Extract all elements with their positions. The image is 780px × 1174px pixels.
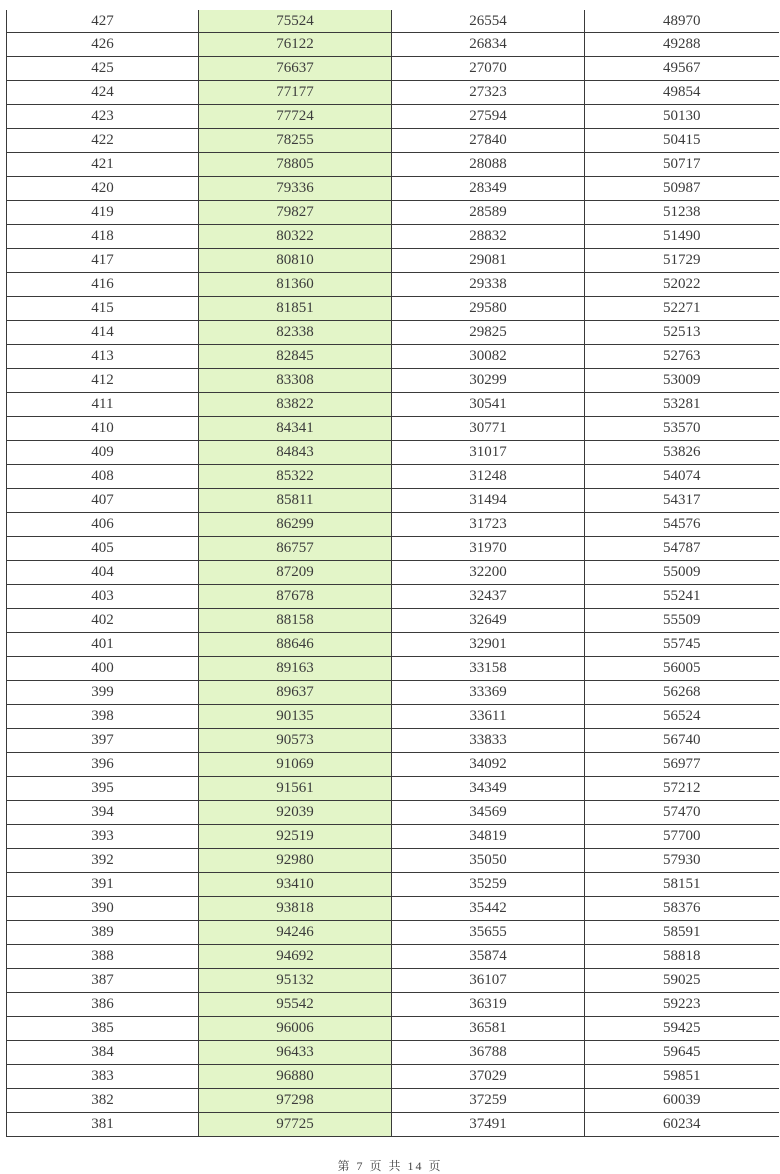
table-row bbox=[7, 1017, 779, 1041]
table-cell-col1: 385 bbox=[7, 1017, 199, 1041]
table-cell-col1: 424 bbox=[7, 81, 199, 105]
table-cell-col2: 87209 bbox=[199, 561, 392, 585]
table-row bbox=[7, 681, 779, 705]
table-cell-col1: 401 bbox=[7, 633, 199, 657]
table-cell-col4: 53826 bbox=[585, 441, 779, 465]
page-footer: 第 7 页 共 14 页 bbox=[337, 1159, 443, 1173]
table-row bbox=[7, 705, 779, 729]
table-cell-col3: 27594 bbox=[392, 105, 585, 129]
table-cell-col4: 56977 bbox=[585, 753, 779, 777]
table-cell-col4: 50130 bbox=[585, 105, 779, 129]
table-cell-col2: 96433 bbox=[199, 1041, 392, 1065]
table-cell-col1: 410 bbox=[7, 417, 199, 441]
table-cell-col4: 59425 bbox=[585, 1017, 779, 1041]
table-cell-col3: 32437 bbox=[392, 585, 585, 609]
table-cell-col1: 426 bbox=[7, 33, 199, 57]
table-row bbox=[7, 441, 779, 465]
table-cell-col3: 26554 bbox=[392, 10, 585, 33]
table-row bbox=[7, 249, 779, 273]
table-cell-col2: 78255 bbox=[199, 129, 392, 153]
table-cell-col1: 400 bbox=[7, 657, 199, 681]
table-cell-col3: 29580 bbox=[392, 297, 585, 321]
table-cell-col1: 386 bbox=[7, 993, 199, 1017]
table-cell-col3: 33158 bbox=[392, 657, 585, 681]
score-rank-table bbox=[6, 10, 779, 1137]
table-row bbox=[7, 945, 779, 969]
table-row bbox=[7, 801, 779, 825]
table-cell-col4: 52763 bbox=[585, 345, 779, 369]
table-cell-col1: 407 bbox=[7, 489, 199, 513]
table-cell-col3: 37029 bbox=[392, 1065, 585, 1089]
table-cell-col2: 83308 bbox=[199, 369, 392, 393]
table-cell-col4: 57930 bbox=[585, 849, 779, 873]
table-cell-col1: 388 bbox=[7, 945, 199, 969]
table-cell-col3: 27070 bbox=[392, 57, 585, 81]
table-cell-col1: 403 bbox=[7, 585, 199, 609]
table-cell-col2: 84341 bbox=[199, 417, 392, 441]
table-cell-col1: 421 bbox=[7, 153, 199, 177]
table-cell-col4: 55509 bbox=[585, 609, 779, 633]
table-cell-col1: 417 bbox=[7, 249, 199, 273]
table-cell-col2: 81360 bbox=[199, 273, 392, 297]
table-cell-col4: 50717 bbox=[585, 153, 779, 177]
table-cell-col2: 88158 bbox=[199, 609, 392, 633]
table-cell-col2: 96880 bbox=[199, 1065, 392, 1089]
table-cell-col3: 31248 bbox=[392, 465, 585, 489]
table-cell-col2: 93410 bbox=[199, 873, 392, 897]
table-row bbox=[7, 393, 779, 417]
table-row bbox=[7, 849, 779, 873]
table-cell-col1: 392 bbox=[7, 849, 199, 873]
table-cell-col3: 37491 bbox=[392, 1113, 585, 1137]
table-cell-col2: 94692 bbox=[199, 945, 392, 969]
table-row bbox=[7, 585, 779, 609]
table-cell-col1: 419 bbox=[7, 201, 199, 225]
table-cell-col3: 30082 bbox=[392, 345, 585, 369]
table-cell-col3: 30771 bbox=[392, 417, 585, 441]
table-cell-col1: 394 bbox=[7, 801, 199, 825]
table-row bbox=[7, 1113, 779, 1137]
table-cell-col3: 28589 bbox=[392, 201, 585, 225]
table-cell-col1: 387 bbox=[7, 969, 199, 993]
table-row bbox=[7, 513, 779, 537]
table-cell-col1: 406 bbox=[7, 513, 199, 537]
table-cell-col4: 58376 bbox=[585, 897, 779, 921]
table-cell-col1: 390 bbox=[7, 897, 199, 921]
table-cell-col2: 91561 bbox=[199, 777, 392, 801]
table-cell-col4: 53009 bbox=[585, 369, 779, 393]
table-cell-col4: 53281 bbox=[585, 393, 779, 417]
table-cell-col4: 55009 bbox=[585, 561, 779, 585]
table-row bbox=[7, 345, 779, 369]
document-page bbox=[6, 10, 780, 1137]
table-cell-col1: 409 bbox=[7, 441, 199, 465]
table-cell-col3: 28088 bbox=[392, 153, 585, 177]
table-cell-col4: 57470 bbox=[585, 801, 779, 825]
table-cell-col2: 92980 bbox=[199, 849, 392, 873]
table-cell-col4: 53570 bbox=[585, 417, 779, 441]
table-cell-col3: 34349 bbox=[392, 777, 585, 801]
table-cell-col4: 54074 bbox=[585, 465, 779, 489]
table-cell-col4: 52022 bbox=[585, 273, 779, 297]
table-cell-col3: 36581 bbox=[392, 1017, 585, 1041]
table-cell-col3: 35874 bbox=[392, 945, 585, 969]
table-cell-col4: 59223 bbox=[585, 993, 779, 1017]
table-cell-col3: 32649 bbox=[392, 609, 585, 633]
table-cell-col1: 382 bbox=[7, 1089, 199, 1113]
table-cell-col1: 381 bbox=[7, 1113, 199, 1137]
table-cell-col3: 33611 bbox=[392, 705, 585, 729]
table-cell-col4: 54787 bbox=[585, 537, 779, 561]
table-cell-col3: 28832 bbox=[392, 225, 585, 249]
table-row bbox=[7, 921, 779, 945]
table-cell-col2: 83822 bbox=[199, 393, 392, 417]
table-cell-col4: 49567 bbox=[585, 57, 779, 81]
table-cell-col2: 80322 bbox=[199, 225, 392, 249]
table-cell-col1: 423 bbox=[7, 105, 199, 129]
table-cell-col2: 91069 bbox=[199, 753, 392, 777]
table-cell-col2: 87678 bbox=[199, 585, 392, 609]
table-cell-col3: 31970 bbox=[392, 537, 585, 561]
table-row bbox=[7, 633, 779, 657]
table-cell-col4: 60039 bbox=[585, 1089, 779, 1113]
table-cell-col3: 33833 bbox=[392, 729, 585, 753]
table-cell-col4: 59025 bbox=[585, 969, 779, 993]
table-cell-col4: 56524 bbox=[585, 705, 779, 729]
table-cell-col1: 389 bbox=[7, 921, 199, 945]
table-cell-col3: 34092 bbox=[392, 753, 585, 777]
table-row bbox=[7, 753, 779, 777]
table-cell-col4: 51238 bbox=[585, 201, 779, 225]
table-cell-col2: 76637 bbox=[199, 57, 392, 81]
table-row bbox=[7, 657, 779, 681]
table-cell-col4: 58151 bbox=[585, 873, 779, 897]
table-row bbox=[7, 1089, 779, 1113]
table-cell-col3: 29825 bbox=[392, 321, 585, 345]
table-row bbox=[7, 129, 779, 153]
table-cell-col4: 55745 bbox=[585, 633, 779, 657]
table-cell-col2: 92519 bbox=[199, 825, 392, 849]
table-cell-col2: 94246 bbox=[199, 921, 392, 945]
table-cell-col4: 56740 bbox=[585, 729, 779, 753]
table-cell-col2: 85811 bbox=[199, 489, 392, 513]
table-cell-col3: 27323 bbox=[392, 81, 585, 105]
table-cell-col3: 31017 bbox=[392, 441, 585, 465]
table-cell-col2: 84843 bbox=[199, 441, 392, 465]
table-cell-col3: 36107 bbox=[392, 969, 585, 993]
table-row bbox=[7, 969, 779, 993]
table-cell-col2: 86299 bbox=[199, 513, 392, 537]
table-cell-col1: 422 bbox=[7, 129, 199, 153]
table-row bbox=[7, 177, 779, 201]
table-cell-col1: 383 bbox=[7, 1065, 199, 1089]
table-cell-col3: 31723 bbox=[392, 513, 585, 537]
table-cell-col1: 402 bbox=[7, 609, 199, 633]
table-cell-col1: 412 bbox=[7, 369, 199, 393]
table-cell-col3: 35442 bbox=[392, 897, 585, 921]
table-cell-col4: 55241 bbox=[585, 585, 779, 609]
table-cell-col3: 33369 bbox=[392, 681, 585, 705]
table-cell-col3: 36319 bbox=[392, 993, 585, 1017]
table-cell-col2: 78805 bbox=[199, 153, 392, 177]
table-cell-col1: 415 bbox=[7, 297, 199, 321]
table-cell-col1: 399 bbox=[7, 681, 199, 705]
table-cell-col2: 77724 bbox=[199, 105, 392, 129]
table-cell-col4: 52513 bbox=[585, 321, 779, 345]
table-cell-col3: 29338 bbox=[392, 273, 585, 297]
table-row bbox=[7, 81, 779, 105]
table-cell-col3: 31494 bbox=[392, 489, 585, 513]
table-cell-col1: 420 bbox=[7, 177, 199, 201]
table-cell-col2: 82845 bbox=[199, 345, 392, 369]
table-row bbox=[7, 489, 779, 513]
table-cell-col2: 95542 bbox=[199, 993, 392, 1017]
table-row bbox=[7, 897, 779, 921]
table-cell-col3: 28349 bbox=[392, 177, 585, 201]
table-cell-col1: 414 bbox=[7, 321, 199, 345]
table-cell-col3: 34569 bbox=[392, 801, 585, 825]
table-cell-col4: 49288 bbox=[585, 33, 779, 57]
table-cell-col3: 26834 bbox=[392, 33, 585, 57]
table-cell-col1: 395 bbox=[7, 777, 199, 801]
table-cell-col4: 52271 bbox=[585, 297, 779, 321]
table-row bbox=[7, 10, 779, 33]
table-cell-col2: 79336 bbox=[199, 177, 392, 201]
table-cell-col2: 82338 bbox=[199, 321, 392, 345]
table-cell-col2: 97725 bbox=[199, 1113, 392, 1137]
table-cell-col4: 56268 bbox=[585, 681, 779, 705]
table-cell-col1: 411 bbox=[7, 393, 199, 417]
table-cell-col2: 89163 bbox=[199, 657, 392, 681]
table-cell-col1: 405 bbox=[7, 537, 199, 561]
table-row bbox=[7, 609, 779, 633]
table-row bbox=[7, 777, 779, 801]
table-cell-col3: 30299 bbox=[392, 369, 585, 393]
table-cell-col2: 89637 bbox=[199, 681, 392, 705]
table-cell-col2: 92039 bbox=[199, 801, 392, 825]
table-row bbox=[7, 105, 779, 129]
table-row bbox=[7, 1041, 779, 1065]
table-cell-col2: 81851 bbox=[199, 297, 392, 321]
table-cell-col1: 398 bbox=[7, 705, 199, 729]
table-cell-col2: 86757 bbox=[199, 537, 392, 561]
table-row bbox=[7, 153, 779, 177]
table-cell-col4: 51729 bbox=[585, 249, 779, 273]
table-cell-col4: 60234 bbox=[585, 1113, 779, 1137]
table-row bbox=[7, 729, 779, 753]
table-cell-col1: 397 bbox=[7, 729, 199, 753]
table-cell-col1: 393 bbox=[7, 825, 199, 849]
table-cell-col2: 80810 bbox=[199, 249, 392, 273]
table-cell-col3: 30541 bbox=[392, 393, 585, 417]
table-cell-col4: 57212 bbox=[585, 777, 779, 801]
table-cell-col4: 54317 bbox=[585, 489, 779, 513]
table-cell-col3: 35655 bbox=[392, 921, 585, 945]
table-cell-col4: 58591 bbox=[585, 921, 779, 945]
table-cell-col2: 75524 bbox=[199, 10, 392, 33]
table-cell-col4: 51490 bbox=[585, 225, 779, 249]
table-cell-col2: 95132 bbox=[199, 969, 392, 993]
table-cell-col4: 56005 bbox=[585, 657, 779, 681]
table-cell-col1: 413 bbox=[7, 345, 199, 369]
table-row bbox=[7, 561, 779, 585]
table-cell-col1: 425 bbox=[7, 57, 199, 81]
table-cell-col2: 93818 bbox=[199, 897, 392, 921]
table-row bbox=[7, 993, 779, 1017]
table-row bbox=[7, 225, 779, 249]
table-cell-col3: 27840 bbox=[392, 129, 585, 153]
table-cell-col1: 418 bbox=[7, 225, 199, 249]
table-cell-col2: 77177 bbox=[199, 81, 392, 105]
table-row bbox=[7, 369, 779, 393]
table-cell-col1: 404 bbox=[7, 561, 199, 585]
table-row bbox=[7, 1065, 779, 1089]
table-cell-col4: 50987 bbox=[585, 177, 779, 201]
table-cell-col1: 416 bbox=[7, 273, 199, 297]
table-cell-col3: 29081 bbox=[392, 249, 585, 273]
table-cell-col2: 96006 bbox=[199, 1017, 392, 1041]
table-row bbox=[7, 33, 779, 57]
table-cell-col2: 88646 bbox=[199, 633, 392, 657]
table-row bbox=[7, 57, 779, 81]
table-cell-col4: 59851 bbox=[585, 1065, 779, 1089]
table-cell-col1: 384 bbox=[7, 1041, 199, 1065]
table-row bbox=[7, 537, 779, 561]
table-cell-col3: 34819 bbox=[392, 825, 585, 849]
table-cell-col2: 90573 bbox=[199, 729, 392, 753]
table-row bbox=[7, 825, 779, 849]
table-cell-col3: 32200 bbox=[392, 561, 585, 585]
table-cell-col4: 57700 bbox=[585, 825, 779, 849]
table-cell-col2: 79827 bbox=[199, 201, 392, 225]
table-cell-col1: 396 bbox=[7, 753, 199, 777]
table-row bbox=[7, 417, 779, 441]
table-cell-col4: 54576 bbox=[585, 513, 779, 537]
table-row bbox=[7, 201, 779, 225]
table-cell-col2: 90135 bbox=[199, 705, 392, 729]
table-row bbox=[7, 321, 779, 345]
table-cell-col1: 408 bbox=[7, 465, 199, 489]
table-body bbox=[7, 10, 779, 1137]
table-cell-col4: 59645 bbox=[585, 1041, 779, 1065]
table-cell-col3: 32901 bbox=[392, 633, 585, 657]
table-cell-col3: 37259 bbox=[392, 1089, 585, 1113]
table-cell-col4: 49854 bbox=[585, 81, 779, 105]
table-row bbox=[7, 465, 779, 489]
table-row bbox=[7, 873, 779, 897]
table-row bbox=[7, 297, 779, 321]
table-cell-col1: 427 bbox=[7, 10, 199, 33]
table-cell-col3: 35050 bbox=[392, 849, 585, 873]
table-cell-col2: 85322 bbox=[199, 465, 392, 489]
table-cell-col1: 391 bbox=[7, 873, 199, 897]
table-cell-col2: 76122 bbox=[199, 33, 392, 57]
table-cell-col3: 35259 bbox=[392, 873, 585, 897]
table-cell-col4: 48970 bbox=[585, 10, 779, 33]
table-cell-col4: 50415 bbox=[585, 129, 779, 153]
table-cell-col4: 58818 bbox=[585, 945, 779, 969]
table-row bbox=[7, 273, 779, 297]
table-cell-col3: 36788 bbox=[392, 1041, 585, 1065]
table-cell-col2: 97298 bbox=[199, 1089, 392, 1113]
